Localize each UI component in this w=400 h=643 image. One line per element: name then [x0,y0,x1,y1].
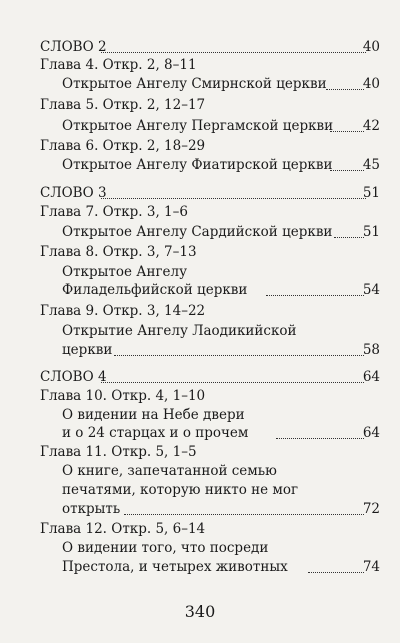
toc-page-number: 40 [362,39,380,55]
dot-leader [276,438,364,439]
toc-entry-title: Открытое Ангелу Сардийской церкви [62,224,333,240]
toc-chapter-title: Глава 11. Откр. 5, 1–5 [40,444,197,460]
toc-page-number: 64 [362,425,380,441]
toc-entry-title: церкви [62,342,113,358]
toc-entry-title: Престола, и четырех животных [62,559,288,575]
dot-leader [114,355,364,356]
dot-leader [101,52,366,53]
dot-leader [330,170,364,171]
toc-page-number: 64 [362,369,380,385]
toc-chapter-title: Глава 6. Откр. 2, 18–29 [40,138,206,154]
page-number: 340 [184,602,216,621]
toc-entry-title: О видении на Небе двери [62,407,245,423]
dot-leader [124,514,364,515]
toc-page-number: 45 [362,157,380,173]
toc-page-number: 42 [362,118,380,134]
toc-entry-title: Открытое Ангелу Фиатирской церкви [62,157,333,173]
dot-leader [101,382,364,383]
toc-section-title: СЛОВО 3 [40,185,107,201]
toc-chapter-title: Глава 9. Откр. 3, 14–22 [40,303,206,319]
toc-entry-title: и о 24 старцах и о прочем [62,425,249,441]
toc-chapter-title: Глава 7. Откр. 3, 1–6 [40,204,188,220]
toc-chapter-title: Глава 10. Откр. 4, 1–10 [40,388,206,404]
dot-leader [334,237,364,238]
toc-page-number: 58 [362,342,380,358]
dot-leader [101,198,366,199]
dot-leader [330,131,364,132]
toc-entry-title: печатями, которую никто не мог [62,482,299,498]
toc-page-number: 74 [362,559,380,575]
toc-page-number: 51 [362,224,380,240]
toc-chapter-title: Глава 8. Откр. 3, 7–13 [40,244,197,260]
toc-entry-title: Открытое Ангелу [62,264,188,280]
toc-chapter-title: Глава 12. Откр. 5, 6–14 [40,521,206,537]
toc-entry-title: Филадельфийской церкви [62,282,248,298]
toc-entry-title: Открытое Ангелу Пергамской церкви [62,118,334,134]
toc-page-number: 40 [362,76,380,92]
dot-leader [266,295,364,296]
toc-section-title: СЛОВО 4 [40,369,107,385]
toc-page-number: 54 [362,282,380,298]
toc-section-title: СЛОВО 2 [40,39,107,55]
toc-entry-title: Открытие Ангелу Лаодикийской [62,323,297,339]
dot-leader [308,572,364,573]
toc-chapter-title: Глава 4. Откр. 2, 8–11 [40,57,197,73]
toc-page-number: 72 [362,501,380,517]
toc-entry-title: открыть [62,501,121,517]
toc-entry-title: О книге, запечатанной семью [62,463,277,479]
toc-entry-title: О видении того, что посреди [62,540,269,556]
toc-page-number: 51 [362,185,380,201]
dot-leader [326,89,364,90]
toc-chapter-title: Глава 5. Откр. 2, 12–17 [40,97,206,113]
toc-entry-title: Открытое Ангелу Смирнской церкви [62,76,327,92]
